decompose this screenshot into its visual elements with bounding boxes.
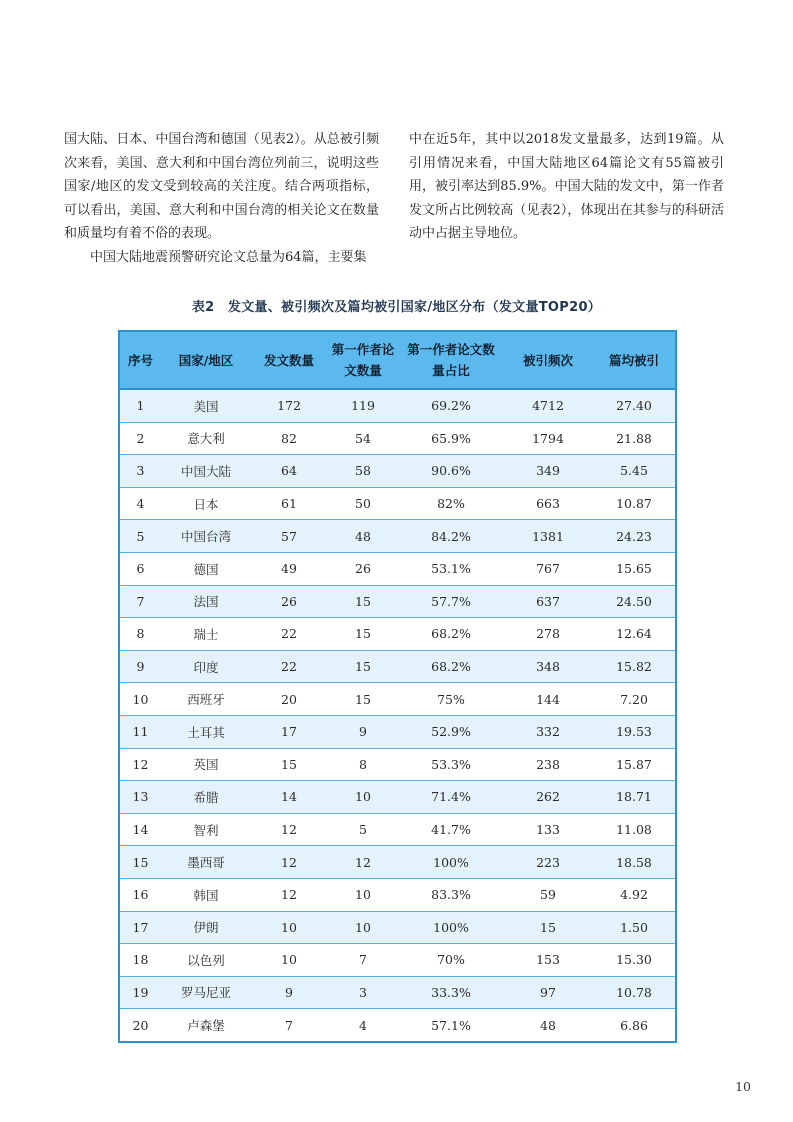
table-cell: 14	[119, 813, 161, 846]
table-cell: 12	[251, 813, 327, 846]
table-cell: 59	[503, 878, 593, 911]
table-cell: 4712	[503, 389, 593, 422]
table-cell: 348	[503, 650, 593, 683]
left-text-column	[64, 128, 379, 269]
table-cell: 26	[251, 585, 327, 618]
table-cell: 19	[119, 976, 161, 1009]
page-number: 10	[735, 1079, 751, 1094]
table-cell: 8	[327, 748, 399, 781]
table-cell: 24.23	[593, 520, 676, 553]
table-cell: 土耳其	[161, 715, 251, 748]
table-cell: 41.7%	[399, 813, 503, 846]
table-cell: 90.6%	[399, 455, 503, 488]
table-cell: 西班牙	[161, 683, 251, 716]
table-cell: 53.3%	[399, 748, 503, 781]
table-cell: 21.88	[593, 422, 676, 455]
table-cell: 4	[119, 487, 161, 520]
table-cell: 18	[119, 944, 161, 977]
table-cell: 57	[251, 520, 327, 553]
table-cell: 54	[327, 422, 399, 455]
table-cell: 49	[251, 552, 327, 585]
table-cell: 68.2%	[399, 650, 503, 683]
table-cell: 韩国	[161, 878, 251, 911]
table-cell: 法国	[161, 585, 251, 618]
table-cell: 2	[119, 422, 161, 455]
table-row	[119, 813, 676, 846]
table-cell: 172	[251, 389, 327, 422]
table-cell: 57.1%	[399, 1009, 503, 1042]
table-row	[119, 552, 676, 585]
table-cell: 16	[119, 878, 161, 911]
table-cell: 15.65	[593, 552, 676, 585]
table-row	[119, 976, 676, 1009]
table-cell: 18.71	[593, 781, 676, 814]
table-cell: 20	[251, 683, 327, 716]
table-row	[119, 650, 676, 683]
table-cell: 7.20	[593, 683, 676, 716]
table-cell: 637	[503, 585, 593, 618]
table-cell: 10	[119, 683, 161, 716]
table-row	[119, 455, 676, 488]
table-row	[119, 911, 676, 944]
table-cell: 中国台湾	[161, 520, 251, 553]
table-cell: 22	[251, 650, 327, 683]
paragraph: 中在近5年，其中以2018发文量最多，达到19篇。从引用情况来看，中国大陆地区64篇论文有55篇被引用，被引率达到85.9%。中国大陆的发文中，第一作者发文所占比例较高（见表2），体现出在其参与的科研活动中占据主导地位。	[409, 132, 724, 241]
header-cell: 发文数量	[251, 331, 327, 389]
table-cell: 64	[251, 455, 327, 488]
table-cell: 20	[119, 1009, 161, 1042]
table-cell: 5	[119, 520, 161, 553]
table-cell: 27.40	[593, 389, 676, 422]
table-cell: 144	[503, 683, 593, 716]
table-cell: 15	[119, 846, 161, 879]
header-cell: 国家/地区	[161, 331, 251, 389]
table-cell: 71.4%	[399, 781, 503, 814]
table-cell: 26	[327, 552, 399, 585]
table-cell: 18.58	[593, 846, 676, 879]
table-cell: 5	[327, 813, 399, 846]
table-cell: 4.92	[593, 878, 676, 911]
table-cell: 13	[119, 781, 161, 814]
table-cell: 61	[251, 487, 327, 520]
table-cell: 663	[503, 487, 593, 520]
table-cell: 70%	[399, 944, 503, 977]
table-row	[119, 846, 676, 879]
table-cell: 19.53	[593, 715, 676, 748]
table-cell: 10.87	[593, 487, 676, 520]
table-cell: 日本	[161, 487, 251, 520]
table-cell: 10.78	[593, 976, 676, 1009]
table-cell: 12	[251, 878, 327, 911]
header-cell: 第一作者论文数量	[327, 331, 399, 389]
table-cell: 349	[503, 455, 593, 488]
table-cell: 15.30	[593, 944, 676, 977]
table-cell: 223	[503, 846, 593, 879]
table-cell: 印度	[161, 650, 251, 683]
table-cell: 1794	[503, 422, 593, 455]
table-row	[119, 487, 676, 520]
table-row	[119, 748, 676, 781]
header-cell: 篇均被引	[593, 331, 676, 389]
table-cell: 278	[503, 618, 593, 651]
table-cell: 德国	[161, 552, 251, 585]
table-cell: 58	[327, 455, 399, 488]
table-row	[119, 520, 676, 553]
table-cell: 238	[503, 748, 593, 781]
table-cell: 15	[503, 911, 593, 944]
table-cell: 14	[251, 781, 327, 814]
table-row	[119, 683, 676, 716]
table-cell: 50	[327, 487, 399, 520]
table-cell: 中国大陆	[161, 455, 251, 488]
table-cell: 17	[251, 715, 327, 748]
table-cell: 33.3%	[399, 976, 503, 1009]
table-row	[119, 618, 676, 651]
table-row	[119, 389, 676, 422]
table-cell: 5.45	[593, 455, 676, 488]
table-row	[119, 715, 676, 748]
table-cell: 希腊	[161, 781, 251, 814]
table-cell: 罗马尼亚	[161, 976, 251, 1009]
right-text-column	[409, 128, 724, 246]
table-cell: 57.7%	[399, 585, 503, 618]
table-cell: 68.2%	[399, 618, 503, 651]
table-cell: 52.9%	[399, 715, 503, 748]
table-cell: 83.3%	[399, 878, 503, 911]
table-cell: 15	[327, 618, 399, 651]
table-cell: 9	[251, 976, 327, 1009]
table-cell: 6	[119, 552, 161, 585]
table-body	[119, 389, 676, 1042]
table-cell: 767	[503, 552, 593, 585]
table-cell: 65.9%	[399, 422, 503, 455]
table-cell: 英国	[161, 748, 251, 781]
table-cell: 9	[119, 650, 161, 683]
data-table	[118, 330, 677, 1043]
table-row	[119, 585, 676, 618]
table-cell: 17	[119, 911, 161, 944]
table-cell: 8	[119, 618, 161, 651]
table-cell: 以色列	[161, 944, 251, 977]
table-cell: 24.50	[593, 585, 676, 618]
table-cell: 意大利	[161, 422, 251, 455]
table-cell: 15	[327, 585, 399, 618]
table-cell: 12	[327, 846, 399, 879]
table-cell: 1381	[503, 520, 593, 553]
table-cell: 48	[327, 520, 399, 553]
table-cell: 3	[327, 976, 399, 1009]
table-cell: 7	[119, 585, 161, 618]
table-cell: 100%	[399, 911, 503, 944]
table-cell: 153	[503, 944, 593, 977]
table-cell: 69.2%	[399, 389, 503, 422]
table-cell: 3	[119, 455, 161, 488]
table-cell: 10	[327, 781, 399, 814]
table-cell: 10	[327, 911, 399, 944]
table-cell: 332	[503, 715, 593, 748]
table-cell: 12	[251, 846, 327, 879]
table-cell: 12	[119, 748, 161, 781]
table-header-row	[119, 331, 676, 389]
table-row	[119, 944, 676, 977]
table-cell: 119	[327, 389, 399, 422]
table-row	[119, 878, 676, 911]
table-cell: 97	[503, 976, 593, 1009]
table-cell: 15	[327, 683, 399, 716]
table-cell: 9	[327, 715, 399, 748]
paragraph: 中国大陆地震预警研究论文总量为64篇，主要集	[90, 249, 367, 265]
table-cell: 伊朗	[161, 911, 251, 944]
paragraph: 国大陆、日本、中国台湾和德国（见表2）。从总被引频次来看，美国、意大利和中国台湾位列前三，说明这些国家/地区的发文受到较高的关注度。结合两项指标，可以看出，美国、意大利和中国台湾的相关论文在数量和质量均有着不俗的表现。	[64, 132, 379, 241]
table-cell: 53.1%	[399, 552, 503, 585]
table-cell: 11.08	[593, 813, 676, 846]
table-cell: 10	[251, 944, 327, 977]
table-cell: 1.50	[593, 911, 676, 944]
table-row	[119, 1009, 676, 1042]
table-cell: 卢森堡	[161, 1009, 251, 1042]
table-cell: 262	[503, 781, 593, 814]
table-cell: 15.87	[593, 748, 676, 781]
table-cell: 10	[251, 911, 327, 944]
table-cell: 100%	[399, 846, 503, 879]
table-cell: 84.2%	[399, 520, 503, 553]
table-cell: 48	[503, 1009, 593, 1042]
header-cell: 被引频次	[503, 331, 593, 389]
table-cell: 12.64	[593, 618, 676, 651]
table-cell: 82	[251, 422, 327, 455]
table-cell: 75%	[399, 683, 503, 716]
table-cell: 82%	[399, 487, 503, 520]
header-cell: 序号	[119, 331, 161, 389]
table-cell: 15	[251, 748, 327, 781]
table-cell: 瑞士	[161, 618, 251, 651]
table-cell: 智利	[161, 813, 251, 846]
table-cell: 11	[119, 715, 161, 748]
table-cell: 美国	[161, 389, 251, 422]
header-cell: 第一作者论文数量占比	[399, 331, 503, 389]
table-cell: 1	[119, 389, 161, 422]
table-title: 表2 发文量、被引频次及篇均被引国家/地区分布（发文量TOP20）	[191, 300, 602, 315]
table-row	[119, 422, 676, 455]
table-cell: 15.82	[593, 650, 676, 683]
table-cell: 4	[327, 1009, 399, 1042]
table-cell: 7	[327, 944, 399, 977]
table-cell: 墨西哥	[161, 846, 251, 879]
table-cell: 133	[503, 813, 593, 846]
table-cell: 10	[327, 878, 399, 911]
table-row	[119, 781, 676, 814]
table-cell: 22	[251, 618, 327, 651]
table-cell: 15	[327, 650, 399, 683]
table-cell: 7	[251, 1009, 327, 1042]
table-cell: 6.86	[593, 1009, 676, 1042]
